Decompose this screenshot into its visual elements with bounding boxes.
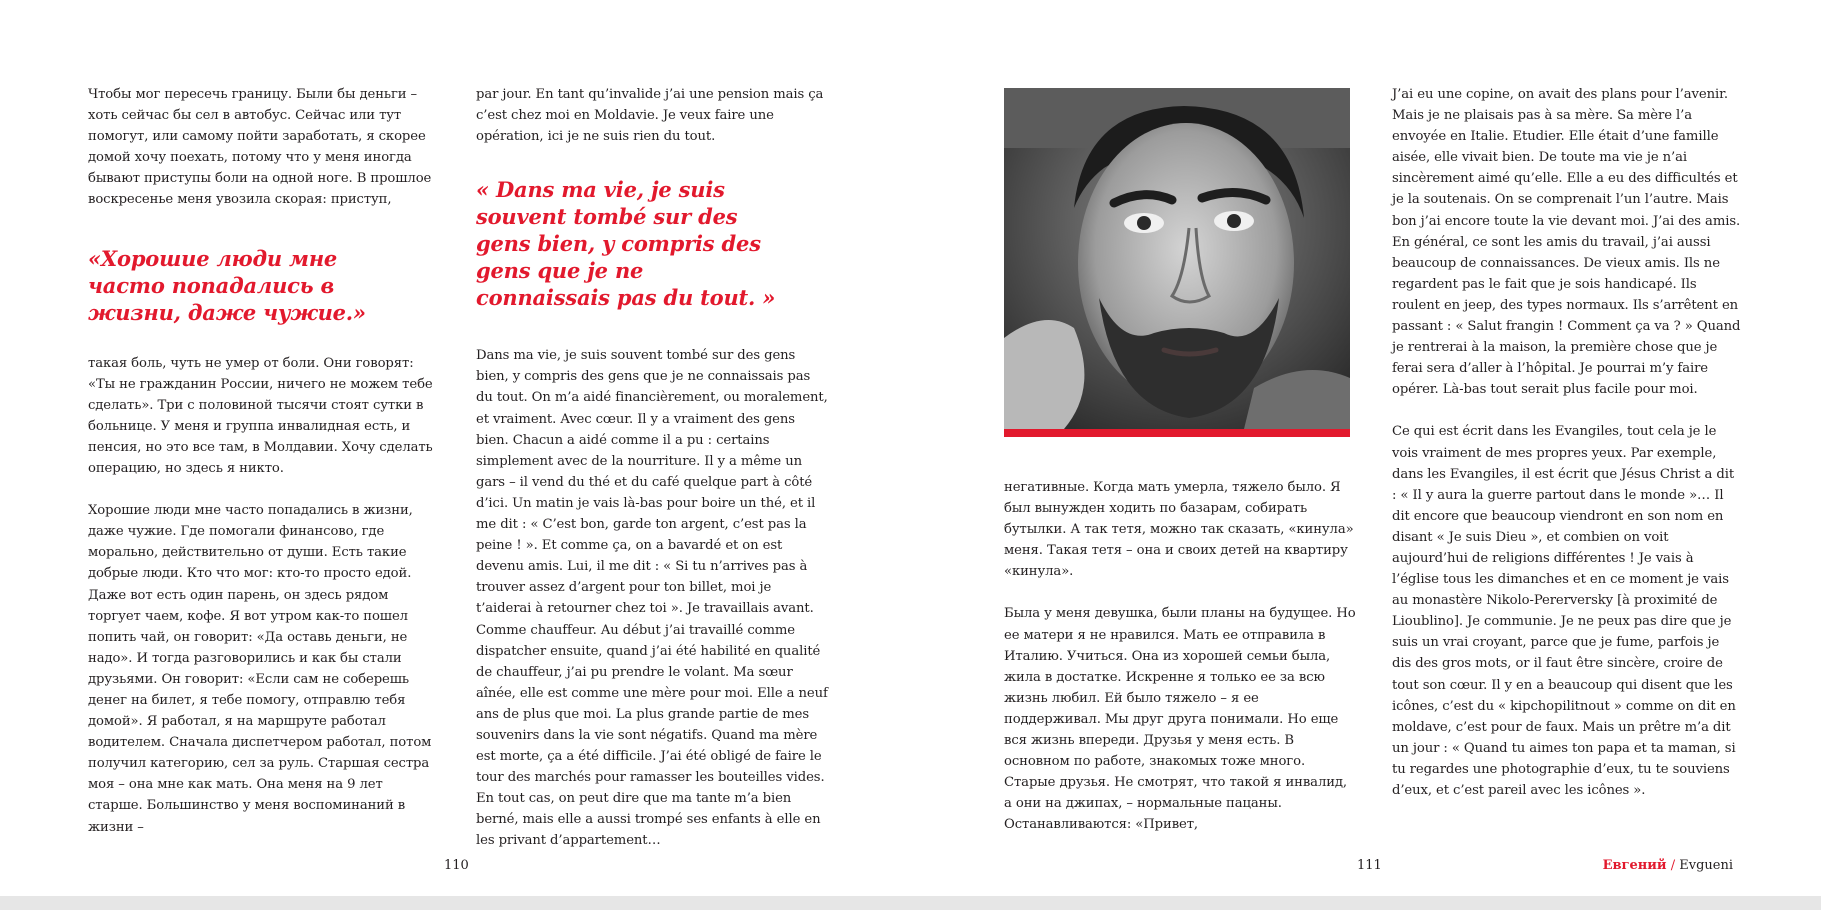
running-header-name: [1603, 858, 1733, 874]
paragraph: Хорошие люди мне часто попадались в жизни, даже чужие. Где помогали финансово, где морально, действительно от души. Есть такие добрые люди. Кто что мог: кто-то просто едой. Даже вот есть один парень, он здесь рядом торгует чаем, кофе. Я вот утром как-то пошел попить чай, он говорит: «Да оставь деньги, не надо». И тогда разговорились и как бы стали друзьями. Он говорит: «Если сам не соберешь денег на билет, я тебе помогу, отправлю тебя домой». Я работал, я на маршруте работал водителем. Сначала диспетчером работал, потом получил категорию, сел за руль. Старшая сестра моя – она мне как мать. Она меня на 9 лет старше. Большинство у меня воспоминаний в жизни –: [88, 503, 432, 835]
paragraph: негативные. Когда мать умерла, тяжело было. Я был вынужден ходить по базарам, собирать бутылки. А так тетя, можно так сказать, «кинула» меня. Такая тетя – она и своих детей на квартиру «кинула».: [1004, 480, 1354, 580]
photo-accent-bar: [1004, 429, 1350, 437]
portrait-illustration: [1004, 88, 1350, 429]
paragraph: Dans ma vie, je suis souvent tombé sur des gens bien, y compris des gens que je ne connaissais pas du tout. On m’a aidé financièrement, ou moralement, et vraiment. Avec cœur. Il y a vraiment des gens bien. Chacun a aidé comme il a pu : certains simplement avec de la nourriture. Il y a même un gars – il vend du thé et du café quelque part à côté d’ici. Un matin je vais là-bas pour boire un thé, et il me dit : « C’est bon, garde ton argent, c’est pas la peine ! ». Et comme ça, on a bavardé et on est devenu amis. Lui, il me dit : « Si tu n’arrives pas à trouver assez d’argent pour ton billet, moi je t’aiderai à retourner chez toi ». Je travaillais avant. Comme chauffeur. Au début j’ai travaillé comme dispatcher ensuite, quand j’ai été habilité en qualité de chauffeur, j’ai pu prendre le volant. Ma sœur aînée, elle est comme une mère pour moi. Elle a neuf ans de plus que moi. La plus grande partie de mes souvenirs dans la vie sont négatifs. Quand ma mère est morte, ça a été difficile. J’ai été obligé de faire le tour des marchés pour ramasser les bouteilles vides. En tout cas, on peut dire que ma tante m’a bien berné, mais elle a aussi trompé ses enfants à elle en les privant d’appartement…: [476, 348, 828, 849]
name-russian: Евгений: [1602, 858, 1667, 873]
left-column-russian: [88, 84, 438, 838]
paragraph: par jour. En tant qu’invalide j’ai une pension mais ça c’est chez moi en Moldavie. Je veux faire une opération, ici je ne suis rien du tout.: [476, 87, 824, 145]
paragraph: Ce qui est écrit dans les Evangiles, tout cela je le vois vraiment de mes propres yeux. Par exemple, dans les Evangiles, il est écrit que Jésus Christ a dit : « Il y aura la guerre partout dans le monde »… Il dit encore que beaucoup viendront en son nom en disant « Je suis Dieu », et combien on voit aujourd’hui de religions différentes ! Je vais à l’église tous les dimanches et en ce moment je vais au monastère Nikolo-Pererversky [à proximité de Lioublino]. Je communie. Je ne peux pas dire que je suis un vrai croyant, parce que je fume, parfois je dis des gros mots, or il faut être sincère, croire de tout son cœur. Il y en a beaucoup qui disent que les icônes, c’est du « kipchopilitnout » comme on dit en moldave, c’est pour de faux. Mais un prêtre m’a dit un jour : « Quand tu aimes ton papa et ta maman, si tu regardes une photographie d’eux, tu te souviens d’eux, et c’est pareil avec les icônes ».: [1392, 424, 1736, 798]
name-separator: /: [1670, 858, 1676, 873]
pull-quote-french: « Dans ma vie, je suis souvent tombé sur des gens bien, y compris des gens que je ne connaissais pas du tout. »: [476, 177, 776, 311]
scan-edge-strip: [0, 896, 1821, 910]
right-column-russian: [1004, 477, 1356, 836]
paragraph: J’ai eu une copine, on avait des plans pour l’avenir. Mais je ne plaisais pas à sa mère. Sa mère l’a envoyée en Italie. Etudier. Elle était d’une famille aisée, elle vivait bien. De toute ma vie je n’ai sincèrement aimé qu’elle. Elle a eu des difficultés et je la soutenais. On se comprenait l’un l’autre. Mais bon j’ai encore toute la vie devant moi. J’ai des amis. En général, ce sont les amis du travail, j’ai aussi beaucoup de connaissances. De vieux amis. Ils ne regardent pas le fait que je sois handicapé. Ils roulent en jeep, des types normaux. Ils s’arrêtent en passant : « Salut frangin ! Comment ça va ? » Quand je rentrerai à la maison, la première chose que je ferai sera d’aller à l’hôpital. Je pourrai m’y faire opérer. Là-bas tout serait plus facile pour moi.: [1392, 87, 1741, 398]
pull-quote-russian: «Хорошие люди мне часто попадались в жизни, даже чужие.»: [88, 245, 366, 325]
page-number-left: 110: [444, 858, 469, 873]
left-column-french: [476, 84, 828, 852]
name-french: Evgueni: [1679, 858, 1733, 873]
right-column-french: [1392, 84, 1742, 801]
paragraph: такая боль, чуть не умер от боли. Они говорят: «Ты не гражданин России, ничего не можем тебе сделать». Три с половиной тысячи стоят сутки в больнице. У меня и группа инвалидная есть, и пенсия, но это все там, в Молдавии. Хочу сделать операцию, но здесь я никто.: [88, 355, 433, 477]
page-number-right: 111: [1357, 858, 1382, 873]
paragraph: Чтобы мог пересечь границу. Были бы деньги – хоть сейчас бы сел в автобус. Сейчас или тут помогут, или самому пойти заработать, я скорее домой хочу поехать, потому что у меня иногда бывают приступы боли на одной ноге. В прошлое воскресенье меня увозила скорая: приступ,: [88, 87, 432, 208]
paragraph: Была у меня девушка, были планы на будущее. Но ее матери я не нравился. Мать ее отправила в Италию. Учиться. Она из хорошей семьи была, жила в достатке. Искренне я только ее за всю жизнь любил. Ей было тяжело – я ее поддерживал. Мы друг друга понимали. Но еще вся жизнь впереди. Друзья у меня есть. В основном по работе, знакомых тоже много. Старые друзья. Не смотрят, что такой я инвалид, а они на джипах, – нормальные пацаны. Останавливаются: «Привет,: [1004, 606, 1356, 833]
portrait-photo: [1004, 88, 1350, 429]
